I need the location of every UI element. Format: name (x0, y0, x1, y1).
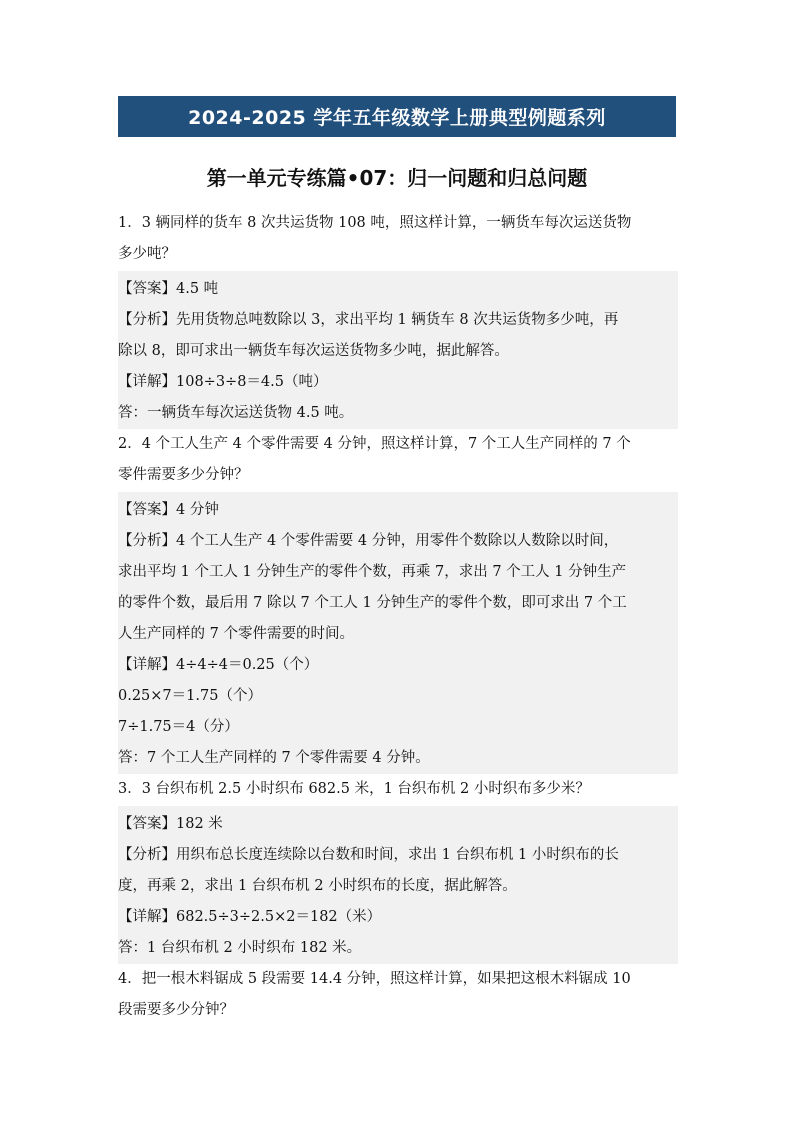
answer-line: 【详解】682.5÷3÷2.5×2＝182（米） (118, 909, 382, 925)
answer-line: 答：一辆货车每次运送货物 4.5 吨。 (118, 405, 354, 421)
question-line: 1．3 辆同样的货车 8 次共运货物 108 吨，照这样计算，一辆货车每次运送货物 (118, 215, 632, 231)
answer-line: 度，再乘 2，求出 1 台织布机 2 小时织布的长度，据此解答。 (118, 878, 517, 894)
answer-line: 除以 8，即可求出一辆货车每次运送货物多少吨，据此解答。 (118, 343, 509, 359)
answer-line: 【详解】108÷3÷8＝4.5（吨） (118, 374, 328, 390)
banner-title: 2024-2025 学年五年级数学上册典型例题系列 (188, 107, 606, 129)
question-text (118, 429, 678, 492)
question-text (118, 774, 678, 806)
answer-line: 7÷1.75＝4（分） (118, 719, 239, 735)
question-line: 多少吨？ (118, 246, 176, 262)
question-item (118, 774, 678, 964)
answer-line: 人生产同样的 7 个零件需要的时间。 (118, 626, 354, 642)
answer-block (118, 806, 678, 964)
answer-line: 【答案】4 分钟 (118, 502, 219, 518)
question-line: 4．把一根木料锯成 5 段需要 14.4 分钟，照这样计算，如果把这根木料锯成 10 (118, 971, 631, 987)
answer-line: 求出平均 1 个工人 1 分钟生产的零件个数，再乘 7，求出 7 个工人 1 分钟生产 (118, 564, 627, 580)
question-text (118, 208, 678, 271)
answer-line: 【分析】用织布总长度连续除以台数和时间，求出 1 台织布机 1 小时织布的长 (118, 847, 619, 863)
unit-subtitle: 第一单元专练篇•07：归一问题和归总问题 (206, 166, 588, 190)
question-text (118, 964, 678, 1027)
question-line: 段需要多少分钟？ (118, 1002, 234, 1018)
answer-line: 【分析】4 个工人生产 4 个零件需要 4 分钟，用零件个数除以人数除以时间， (118, 533, 619, 549)
answer-block (118, 492, 678, 774)
series-banner (118, 96, 676, 137)
answer-line: 0.25×7＝1.75（个） (118, 688, 262, 704)
answer-line: 【详解】4÷4÷4＝0.25（个） (118, 657, 319, 673)
answer-line: 【答案】4.5 吨 (118, 281, 219, 297)
question-line: 2．4 个工人生产 4 个零件需要 4 分钟，照这样计算，7 个工人生产同样的 7 个 (118, 436, 631, 452)
question-line: 零件需要多少分钟？ (118, 467, 249, 483)
answer-line: 答：7 个工人生产同样的 7 个零件需要 4 分钟。 (118, 750, 430, 766)
question-item (118, 964, 678, 1027)
question-item (118, 208, 678, 429)
answer-line: 【分析】先用货物总吨数除以 3，求出平均 1 辆货车 8 次共运货物多少吨，再 (118, 312, 619, 328)
answer-line: 的零件个数，最后用 7 除以 7 个工人 1 分钟生产的零件个数，即可求出 7 个工 (118, 595, 627, 611)
question-line: 3．3 台织布机 2.5 小时织布 682.5 米，1 台织布机 2 小时织布多少米？ (118, 781, 590, 797)
question-list (118, 208, 678, 1027)
answer-line: 答：1 台织布机 2 小时织布 182 米。 (118, 940, 362, 956)
answer-line: 【答案】182 米 (118, 816, 223, 832)
answer-block (118, 271, 678, 429)
question-item (118, 429, 678, 774)
